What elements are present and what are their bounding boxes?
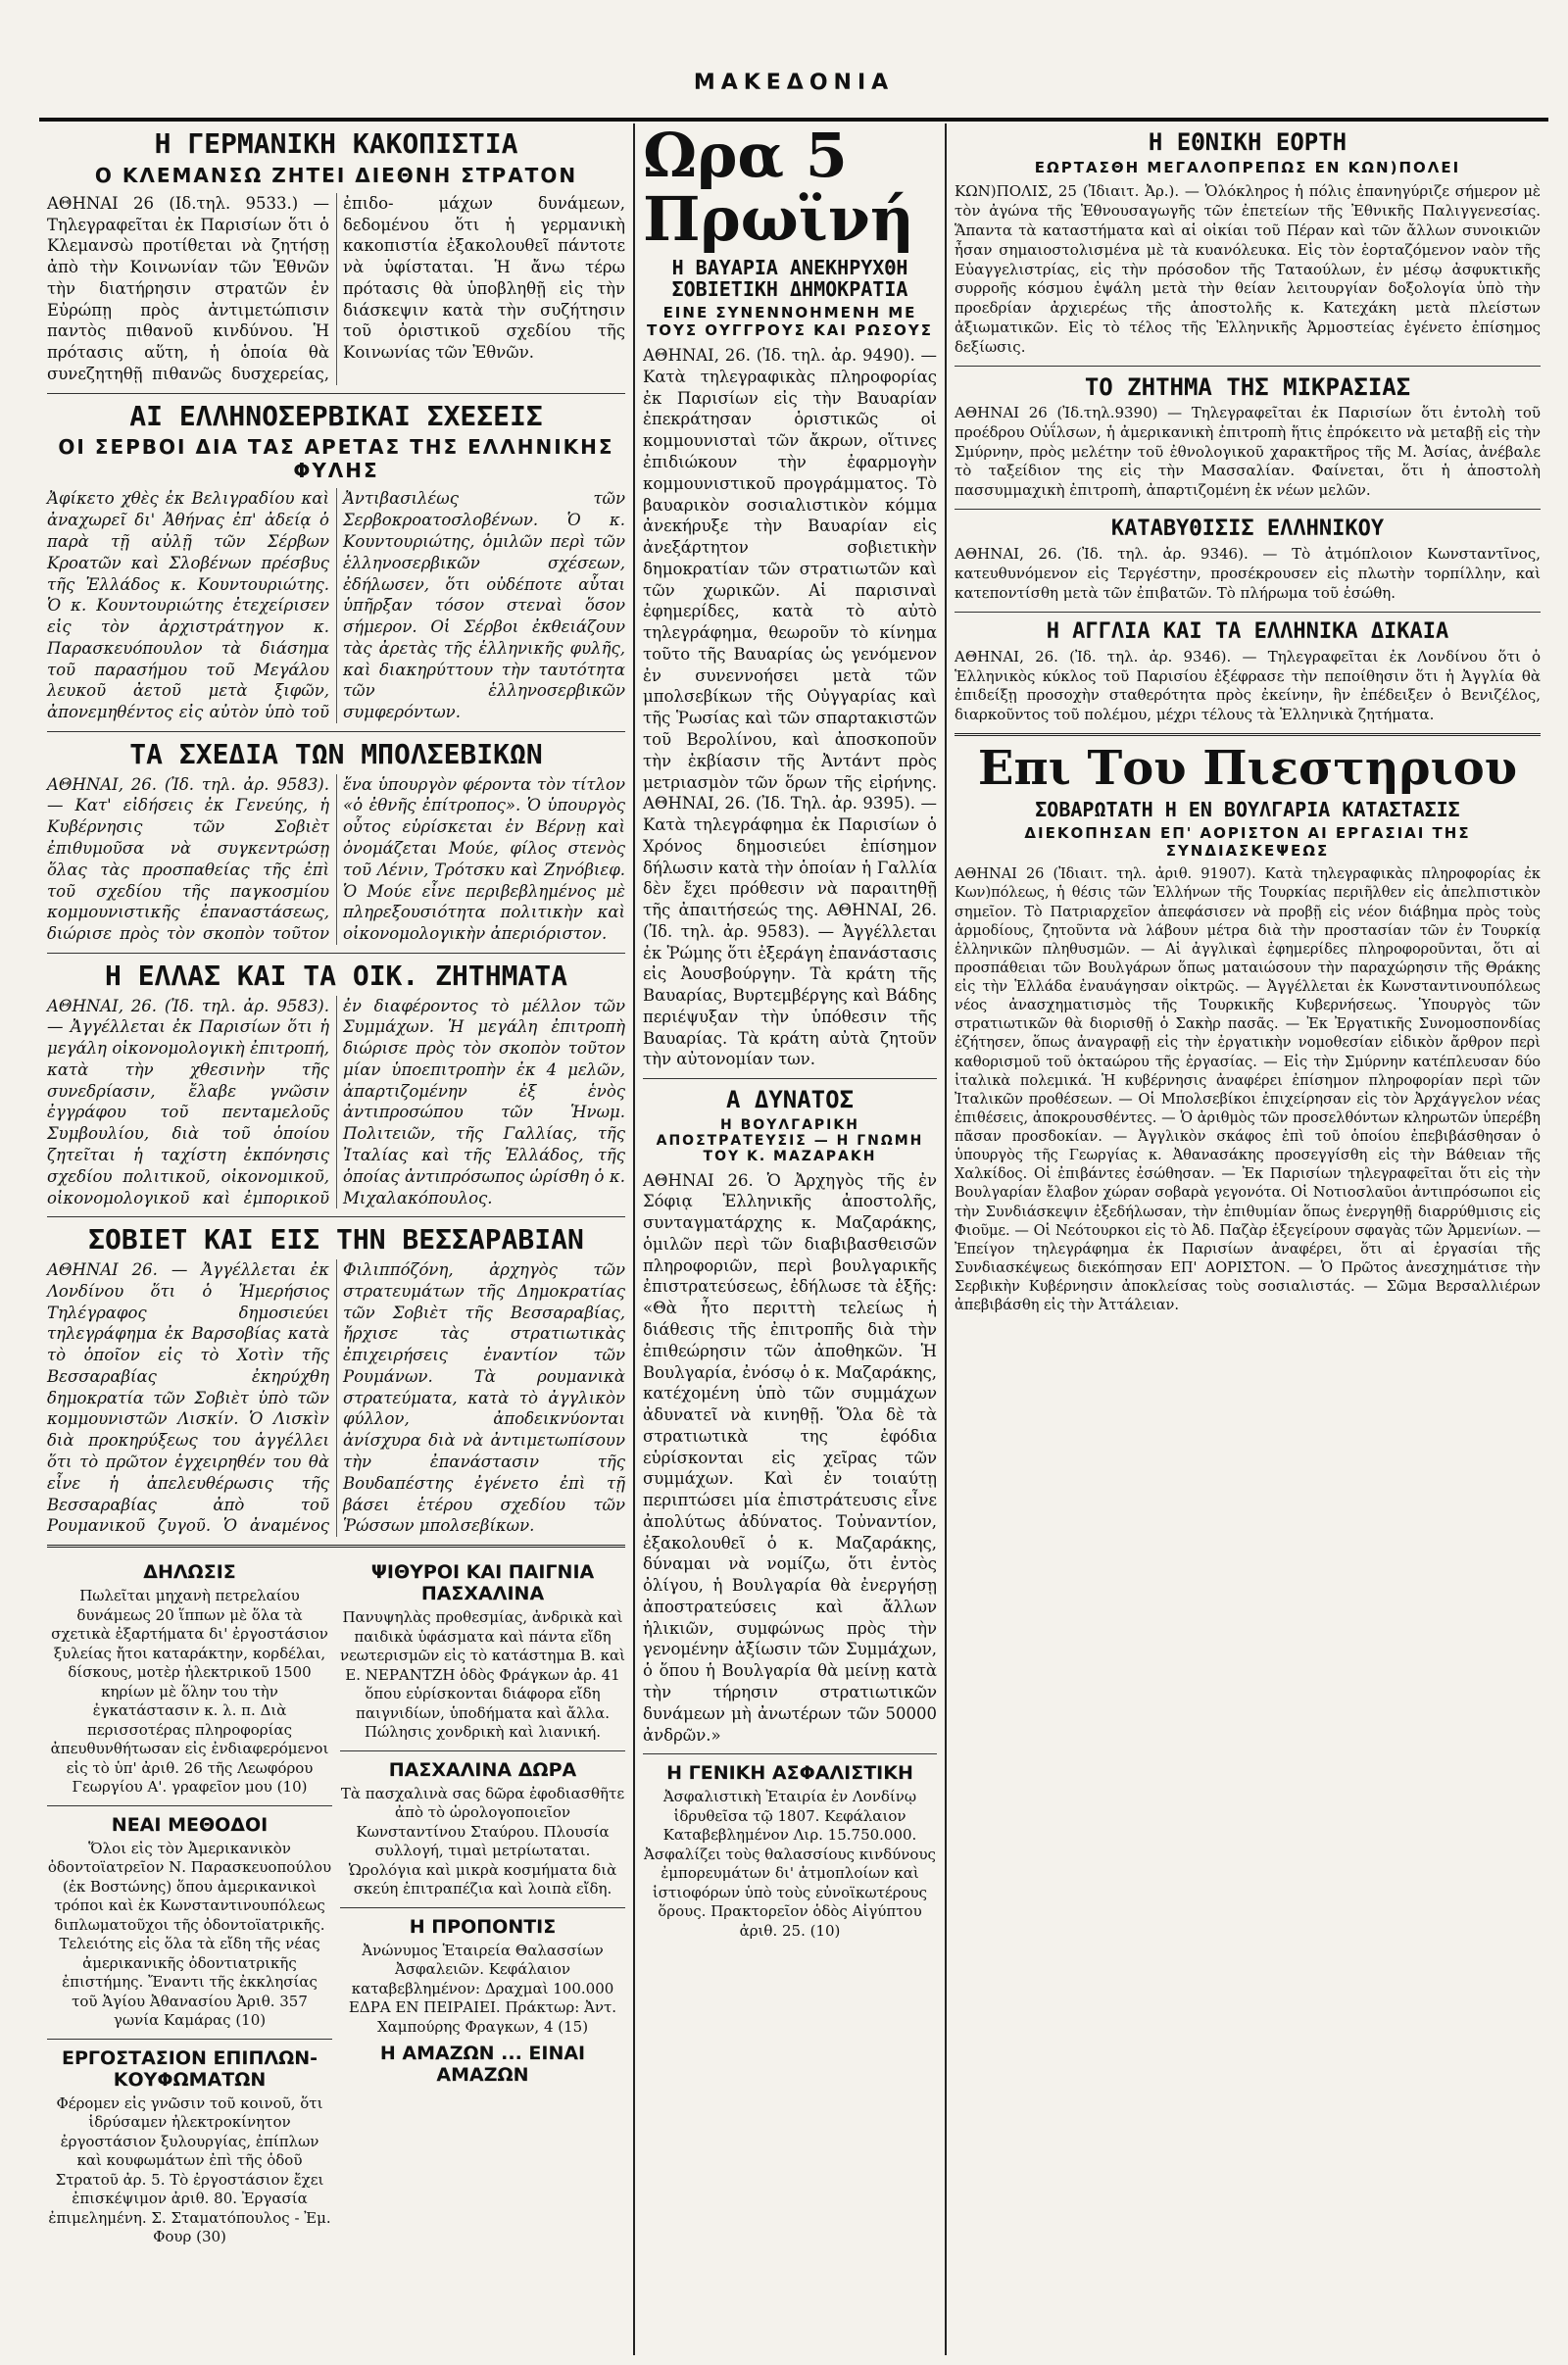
ad-title: ΕΡΓΟΣΤΑΣΙΟΝ ΕΠΙΠΛΩΝ-ΚΟΥΦΩΜΑΤΩΝ <box>61 2046 318 2091</box>
divider <box>47 1805 332 1806</box>
divider <box>340 1750 625 1751</box>
article-body: ΑΘΗΝΑΙ 26. Ὁ Ἀρχηγὸς τῆς ἐν Σόφιᾳ Ἑλληνικῆς ἀποστολῆς, συνταγματάρχης κ. Μαζαράκης, ὁμιλῶν περὶ τῶν διαβιβασθεισῶν πληροφοριῶν, περὶ βουλγαρικῆς ἐπιστρατεύσεως, ἐδήλωσε τὰ ἑξῆς: «Θὰ ἦτο περιττὴ τελείως ἡ διάθεσις τῆς ἐπιτροπῆς διὰ τὴν ἐπιθεώρησιν τῶν ἀποθηκῶν. Ἡ Βουλγαρία, ἐνόσῳ ὁ κ. Μαζαράκης, κατέχομένη ὑπὸ τῶν συμμάχων ἀδυνατεῖ νὰ κινηθῇ. Ὅλα δὲ τὰ στρατιωτικὰ της ἐφόδια εὑρίσκονται εἰς χεῖρας τῶν συμμάχων. Καὶ ἐν τοιαύτῃ περιπτώσει μία ἐπιστράτευσις εἶνε ἀπολύτως ἀδύνατος. Τοὐναντίον, ἐξακολουθεῖ ὁ κ. Μαζαράκης, δύναμαι νὰ νομίζω, ὅτι ἐντὸς ὀλίγου, ἡ Βουλγαρία θὰ ἐνεργήσῃ ἀποστρατεύσεις καὶ ἄλλων ἡλικιῶν, συμφώνως πρὸς τὴν γενομένην ἀξίωσιν τῶν Συμμάχων, ὁ ὅπου ἡ Βουλγαρία θὰ μείνῃ κατὰ τὴν τήρησιν στρατιωτικῶν δυνάμεων μὴ ἀνωτέρων τῶν 50000 ἀνδρῶν.» <box>643 1170 937 1745</box>
ad-body: Πανυψηλὰς προθεσμίας, ἀνδρικὰ καὶ παιδικὰ ὑφάσματα καὶ πάντα εἴδη νεωτερισμῶν εἰς τὸ κατάστημα Β. καὶ Ε. ΝΕΡΑΝΤΖΗ ὁδὸς Φράγκων ἀρ. 41 ὅπου εὑρίσκονται διάφορα εἴδη παιγνιδίων, ὑποδήματα καὶ ἄλλα. Πώλησις χονδρικὴ καὶ λιανική. <box>340 1608 625 1742</box>
ad-title: ΨΙΘΥΡΟΙ ΚΑΙ ΠΑΙΓΝΙΑ ΠΑΣΧΑΛΙΝΑ <box>370 1561 595 1605</box>
ad-title: ΠΑΣΧΑΛΙΝΑ ΔΩΡΑ <box>388 1758 577 1781</box>
divider <box>47 731 625 732</box>
article-subheadline: Η ΒΟΥΛΓΑΡΙΚΗ ΑΠΟΣΤΡΑΤΕΥΣΙΣ — Η ΓΝΩΜΗ ΤΟΥ Κ. ΜΑΖΑΡΑΚΗ <box>656 1116 924 1164</box>
article-subheadline: ΕΙΝΕ ΣΥΝΕΝΝΟΗΜΕΝΗ ΜΕ ΤΟΥΣ ΟΥΓΓΡΟΥΣ ΚΑΙ ΡΩΣΟΥΣ <box>646 304 933 340</box>
ad-title: ΝΕΑΙ ΜΕΘΟΔΟΙ <box>111 1813 269 1836</box>
classifieds-right <box>340 1555 625 2251</box>
divider <box>643 1078 937 1079</box>
column-left <box>39 123 635 2355</box>
article-headline: ΤΑ ΣΧΕΔΙΑ ΤΩΝ ΜΠΟΛΣΕΒΙΚΩΝ <box>129 737 543 770</box>
divider <box>955 612 1541 613</box>
ad-body: Ἀσφαλιστικὴ Ἑταιρία ἐν Λονδίνῳ ἱδρυθεῖσα τῷ 1807. Κεφάλαιον Καταβεβλημένον Λιρ. 15.750.000. Ἀσφαλίζει τοὺς θαλασσίους κινδύνους ἐμπορευμάτων δι' ἀτμοπλοίων καὶ ἱστιοφόρων ὑπὸ τοὺς εὐνοϊκωτέρους ὅρους. Πρακτορεῖον ὁδὸς Αἰγύπτου ἀριθ. 25. (10) <box>644 1788 936 1940</box>
article-body: ΑΘΗΝΑΙ 26 (Ἰδ.τηλ.9390) — Τηλεγραφεῖται ἐκ Παρισίων ὅτι ἐντολὴ τοῦ προέδρου Οὐΐλσων, ἡ ἀμερικανικὴ ἐπιτροπὴ ἥτις ἐπρόκειτο νὰ μεταβῇ εἰς τὴν Σμύρνην, πρὸς μελέτην τοῦ ἐθνολογικοῦ χαρακτῆρος τῆς Μ. Ἀσίας, ἀνέβαλε τὸ ταξείδιον της εἰς τὴν Μασσαλίαν. Φαίνεται, ὅτι ἡ ἀποστολὴ πασσυμμαχικὴ ἐπιτροπὴ, ἀπαρτιζομένη ἐκ νέων μελῶν. <box>955 403 1541 500</box>
article-headline: Α ΔΥΝΑΤΟΣ <box>725 1086 855 1114</box>
article-headline: ΣΟΒΙΕΤ ΚΑΙ ΕΙΣ ΤΗΝ ΒΕΣΣΑΡΑΒΙΑΝ <box>88 1223 584 1256</box>
ad-body: Φέρομεν εἰς γνῶσιν τοῦ κοινοῦ, ὅτι ἱδρύσαμεν ἠλεκτροκίνητον ἐργοστάσιον ξυλουργίας, ἐπίπλων καὶ κουφωμάτων ἐπὶ τῆς ὁδοῦ Στρατοῦ ἀρ. 5. Τὸ ἐργοστάσιον ἔχει ἐπισκέψιμον ἀριθ. 80. Ἐργασία ἐπιμελημένη. Σ. Σταματόπουλος - Ἐμ. Φουρ (30) <box>48 2094 331 2246</box>
masthead <box>39 0 1548 122</box>
article-body: ΑΘΗΝΑΙ 26. — Ἀγγέλλεται ἐκ Λονδίνου ὅτι ὁ Ἡμερήσιος Τηλέγραφος δημοσιεύει τηλεγράφημα ἐκ Βαρσοβίας κατὰ τὸ ὁποῖον εἰς τὸ Χοτὶν τῆς Βεσσαραβίας ἐκηρύχθη δημοκρατία τῶν Σοβιὲτ ὑπὸ τῶν κομμουνιστῶν Λισκίν. Ὁ Λισκὶν διὰ προκηρύξεως του ἀγγέλλει ὅτι τὸ πρῶτον ἐγχειρηθέν του θὰ εἶνε ἡ ἀπελευθέρωσις τῆς Βεσσαραβίας ἀπὸ τοῦ Ρουμανικοῦ ζυγοῦ. Ὁ ἀναμένος Φιλιππόζόνη, ἀρχηγὸς τῶν στρατευμάτων τῆς Δημοκρατίας τῶν Σοβιὲτ τῆς Βεσσαραβίας, ἤρχισε τὰς στρατιωτικὰς ἐπιχειρήσεις ἐναντίον τῶν Ρουμάνων. Τὰ ρουμανικὰ στρατεύματα, κατὰ τὸ ἀγγλικὸν φύλλον, ἀποδεικνύονται ἀνίσχυρα διὰ νὰ ἀντιμετωπίσουν τὴν ἐπανάστασιν τῆς Βουδαπέστης ἐγένετο ἐπὶ τῇ βάσει ἑτέρου σχεδίου τῶν Ῥώσσων μπολσεβίκων. <box>47 1260 625 1536</box>
article-headline: Η ΕΛΛΑΣ ΚΑΙ ΤΑ ΟΙΚ. ΖΗΤΗΜΑΤΑ <box>104 959 567 992</box>
ad-footer-title: Η ΑΜΑΖΩΝ ... ΕΙΝΑΙ ΑΜΑΖΩΝ <box>379 2043 586 2087</box>
article-body: ΚΩΝ)ΠΟΛΙΣ, 25 (Ἰδιαιτ. Ἀρ.). — Ὁλόκληρος ἡ πόλις ἐπανηγύριζε σήμερον μὲ τὸν ἀγώνα τῆς Ἑθνουσαγωγῆς τῶν ἐπετείων τῆς Ἐθνικῆς Παλιγγενεσίας. Ἅπαντα τὰ καταστήματα καὶ αἱ οἰκίαι τοῦ Πέραν καὶ τῶν ἄλλων συνοικιῶν ἦσαν σημαιοστολισμένα μὲ τὰ κυανόλευκα. Εἰς τὸν ἑορταζόμενον ναὸν τῆς Εὐαγγελιστρίας, εἰς τὴν πρόσοδον τῆς Ταταούλων, ἐν μέσῳ ἀσφυκτικῆς συρροῆς κόσμου ἐψάλη μετὰ τὴν θείαν λειτουργίαν δοξολογία ὑπὸ τὴν προεδρίαν ἀρχιερέως τῆς ἀποστολῆς κ. Κατεχάκη μετὰ πλείστων ἀξιωματικῶν. Εἰς τὸ τέλος τῆς Ἑλληνικῆς Ἀρμοστείας ἐγένετο ἐπίσημος δεξίωσις. <box>955 182 1541 356</box>
ad-body: Ἀνώνυμος Ἑταιρεία Θαλασσίων Ἀσφαλειῶν. Κεφάλαιον καταβεβλημένον: Δραχμαὶ 100.000 ΕΔΡΑ ΕΝ ΠΕΙΡΑΙΕΙ. Πράκτωρ: Ἀντ. Χαμπούρης Φραγκων, 4 (15) <box>348 1941 617 2036</box>
column-right <box>947 123 1548 2355</box>
article-headline: Η ΑΓΓΛΙΑ ΚΑΙ ΤΑ ΕΛΛΗΝΙΚΑ ΔΙΚΑΙΑ <box>1046 618 1449 644</box>
article-body: ΑΘΗΝΑΙ, 26. (Ἰδ. τηλ. ἀρ. 9583). — Κατ' εἰδήσεις ἐκ Γενεύης, ἡ Κυβέρνησις τῶν Σοβιὲτ ἐπιθυμοῦσα νὰ συγκεντρώσῃ ὅλας τὰς προσπαθείας τῆς ἐπὶ τοῦ σχεδίου τῆς παγκοσμίου κομμουνιστικῆς ἐπαναστάσεως, διώρισε πρὸς τὸν σκοπὸν τοῦτον ἕνα ὑπουργὸν φέροντα τὸν τίτλον «ὁ ἐθνῆς ἐπίτροπος». Ὁ ὑπουργὸς οὗτος εὑρίσκεται ἐν Βέρνῃ καὶ ὀνομάζεται Μούε, φίλος στενὸς τοῦ Λένιν, Τρότσκυ καὶ Ζηνόβιεφ. Ὁ Μούε εἶνε περιβεβλημένος μὲ πληρεξουσιότητα πολιτικὴν καὶ οἰκονομολογικὴν ἀπεριόριστον. <box>47 774 625 944</box>
article-body: ΑΘΗΝΑΙ 26 (Ιδ.τηλ. 9533.) — Τηλεγραφεῖται ἐκ Παρισίων ὅτι ὁ Κλεμανσὼ προτίθεται νὰ ζητήσῃ ἀπὸ τὴν Κοινωνίαν τῶν Ἐθνῶν τὴν διατήρησιν στρατῶν ἐν Εὐρώπῃ πρὸς ἀντιμετώπισιν παντὸς πιθανοῦ κινδύνου. Ἡ πρότασις αὕτη, ἡ ὁποία θὰ συνεζητηθῇ πιθανῶς δυσχερείας, ἐπιδο- μάχων δυνάμεων, δεδομένου ὅτι ἡ γερμανικὴ κακοπιστία ἐξακολουθεῖ πάντοτε νὰ ὑφίσταται. Ἡ ἄνω τέρω πρότασις θὰ ὑποβληθῇ εἰς τὴν διάσκεψιν κατὰ τὴν συζήτησιν τοῦ ὀριστικοῦ σχεδίου τῆς Κοινωνίας τῶν Ἐθνῶν. <box>47 193 625 383</box>
article-headline: ΑΙ ΕΛΛΗΝΟΣΕΡΒΙΚΑΙ ΣΧΕΣΕΙΣ <box>129 399 543 432</box>
divider <box>955 509 1541 510</box>
classifieds-left <box>47 1555 332 2251</box>
divider <box>643 1753 937 1754</box>
article-headline: ΣΟΒΑΡΩΤΑΤΗ Η ΕΝ ΒΟΥΛΓΑΡΙΑ ΚΑΤΑΣΤΑΣΙΣ <box>1035 798 1460 822</box>
divider <box>955 366 1541 367</box>
article-body: Ἀφίκετο χθὲς ἐκ Βελιγραδίου καὶ ἀναχωρεῖ δι' Ἀθήνας ἐπ' ἀδείᾳ ὁ παρὰ τῇ αὐλῇ τῶν Σέρβων Κροατῶν καὶ Σλοβένων πρέσβυς τῆς Ἑλλάδος κ. Κουντουριώτης. Ὁ κ. Κουντουριώτης ἐτεχείρισεν εἰς τὸν ἀρχιστράτηγον κ. Παρασκευόπουλον τὰ διάσημα τοῦ παρασήμου τοῦ Μεγάλου λευκοῦ ἀετοῦ μετὰ ξιφῶν, ἀπονεμηθέντος εἰς αὐτὸν ὑπὸ τοῦ Ἀντιβασιλέως τῶν Σερβοκροατοσλοβένων. Ὁ κ. Κουντουριώτης, ὁμιλῶν περὶ τῶν ἑλληνοσερβικῶν σχέσεων, ἐδήλωσεν, ὅτι οὐδέποτε αὗται ὑπῆρξαν τόσον στεναὶ ὅσον σήμερον. Οἱ Σέρβοι ἐκθειάζουν τὰς ἀρετὰς τῆς ἑλληνικῆς φυλῆς, καὶ διακηρύττουν τὴν ταυτότητα τῶν ἑλληνοσερβικῶν συμφερόντων. <box>47 489 625 722</box>
article-body: ΑΘΗΝΑΙ 26 (Ἰδιαιτ. τηλ. ἀριθ. 91907). Κατὰ τηλεγραφικὰς πληροφορίας ἐκ Κων)πόλεως, ἡ θέσις τῶν Ἑλλήνων τῆς Τουρκίας περιῆλθεν εἰς ἀπελπιστικὸν σημεῖον. Τὸ Πατριαρχεῖον ἀπεφάσισεν νὰ προβῇ εἰς νέον διάβημα πρὸς τοὺς ἁρμοδίους, ζητοῦντα νὰ λάβουν μέτρα διὰ τὴν προστασίαν τῶν ἐν Τουρκίᾳ ἑλληνικῶν πληθυσμῶν. — Αἱ ἀγγλικαὶ ἐφημερίδες πληροφοροῦνται, ὅτι αἱ προσπάθειαι τῶν Βουλγάρων ὅπως ματαιώσουν τὴν παραχώρησιν τῆς Θράκης εἰς τὴν Ἑλλάδα ἐναυάγησαν οἰκτρῶς. — Ἀγγέλλεται ἐκ Κωνσταντινουπόλεως νέος ἀνασχηματισμὸς τῆς Τουρκικῆς Κυβερνήσεως. Ὑπουργὸς τῶν στρατιωτικῶν θὰ διορισθῇ ὁ Σακὴρ πασᾶς. — Ἐκ Ἐργατικῆς Συνομοσπονδίας ἐζήτησεν, ὅπως ἀναγραφῇ εἰς τὴν ἐργατικὴν νομοθεσίαν εἰδικὸν ἄρθρον περὶ καθορισμοῦ τοῦ ὀκταώρου τῆς ἐργασίας. — Εἰς τὴν Σμύρνην κατέπλευσαν δύο ἰταλικὰ πολεμικά. Ἡ κυβέρνησις ἀναφέρει ἐπίσημον πληροφορίαν περὶ τῶν Ἰταλικῶν προθέσεων. — Οἱ Μπολσεβίκοι ἐπιχείρησαν εἰς τὸν Ἀρχάγγελον νέας ἐπιθέσεις, ἀποκρουσθέντες. — Ὁ ἀριθμὸς τῶν προσελθόντων κληρωτῶν ὑπερέβη πᾶσαν προσδοκίαν. — Ἀγγλικὸν σκάφος ἐπὶ τοῦ ὁποίου ἐπεβιβάσθησαν ὁ ὑπουργὸς τῆς Γεωργίας κ. Ἀθανασάκης προσεγγίσθη εἰς τὴν Βάθειαν τῆς Χαλκίδος. Οἱ ἐπιβάντες ἐσώθησαν. — Ἐκ Παρισίων τηλεγραφεῖται ὅτι εἰς τὴν Βουλγαρίαν ἔλαβον χώραν σοβαρὰ γεγονότα. Οἱ Νοτιοσλαῦοι ἀντιπρόσωποι εἰς τὴν Συνδιάσκεψιν ἐξεδήλωσαν, τὴν ἐπιθυμίαν ὅπως ἐνεργηθῇ διαρρύθμισις εἰς Φιοῦμε. — Οἱ Νεότουρκοι εἰς τὸ Ἀδ. Παζὰρ ἐξεγείρουν σφαγὰς τῶν Ἀρμενίων. — Ἐπείγον τηλεγράφημα ἐκ Παρισίων ἀναφέρει, ὅτι αἱ ἐργασίαι τῆς Συνδιασκέψεως διεκόπησαν ΕΠ' ΑΟΡΙΣΤΟΝ. — Ὁ Πρῶτος ἀνεσχημάτισε τὴν Σερβικὴν Κυβέρνησιν ἀποκλείσας τοὺς σοσιαλιστάς. — Σῶμα Βερσαλλιέρων ἀπεβιβάσθη εἰς τὴν Ἀττάλειαν. <box>955 866 1541 1314</box>
article-headline: Η ΓΕΡΜΑΝΙΚΗ ΚΑΚΟΠΙΣΤΙΑ <box>154 127 518 160</box>
article-headline: ΚΑΤΑΒΥΘΙΣΙΣ ΕΛΛΗΝΙΚΟΥ <box>1110 516 1385 541</box>
article-subheadline: ΔΙΕΚΟΠΗΣΑΝ ΕΠ' ΑΟΡΙΣΤΟΝ ΑΙ ΕΡΓΑΣΙΑΙ ΤΗΣ ΣΥΝΔΙΑΣΚΕΨΕΩΣ <box>1024 824 1471 861</box>
article-subheadline: ΟΙ ΣΕΡΒΟΙ ΔΙΑ ΤΑΣ ΑΡΕΤΑΣ ΤΗΣ ΕΛΛΗΝΙΚΗΣ ΦΥΛΗΣ <box>58 435 614 483</box>
article-body: ΑΘΗΝΑΙ, 26. (Ἰδ. τηλ. ἀρ. 9583). — Ἀγγέλλεται ἐκ Παρισίων ὅτι ἡ μεγάλη οἰκονομολογικὴ ἐπιτροπή, κατὰ τὴν χθεσινὴν τῆς συνεδρίασιν, ἔλαβε γνῶσιν ἐγγράφου τοῦ πενταμελοῦς Συμβουλίου, διὰ τοῦ ὁποίου ζητεῖται ἡ ταχίστη ἐκπόνησις σχεδίου πολιτικοῦ, οἰκονομικοῦ, οἰκονομολογικοῦ καὶ ἐμπορικοῦ ἐν διαφέροντος τὸ μέλλον τῶν Συμμάχων. Ἡ μεγάλη ἐπιτροπὴ διώρισε πρὸς τὸν σκοπὸν τοῦτον μίαν ὑποεπιτροπὴν ἐκ 4 μελῶν, ἀπαρτιζομένην ἐξ ἑνὸς ἀντιπροσώπου τῶν Ἡνωμ. Πολιτειῶν, τῆς Γαλλίας, τῆς Ἰταλίας καὶ τῆς Ἑλλάδος, τῆς ὁποίας ἀντιπρόσωπος ὡρίσθη ὁ κ. Μιχαλακόπουλος. <box>47 996 625 1207</box>
ad-body: Πωλεῖται μηχανὴ πετρελαίου δυνάμεως 20 ἵππων μὲ ὅλα τὰ σχετικὰ ἐξαρτήματα δι' ἐργοστάσιον ξυλείας ἤτοι καταράκτην, κορδέλαι, δίσκους, μοτὲρ ἠλεκτρικοῦ 1500 κηρίων μὲ ὅλην του τὴν ἐγκατάστασιν κ. λ. π. Διὰ περισσοτέρας πληροφορίας ἀπευθυνθήτωσαν εἰς ἐνδιαφερόμενοι εἰς τὸ ὑπ' ἀριθ. 26 τῆς Λεωφόρου Γεωργίου Α'. γραφεῖον μου (10) <box>50 1587 329 1797</box>
ad-title: ΔΗΛΩΣΙΣ <box>143 1561 236 1584</box>
ad-body: Τὰ πασχαλινὰ σας δῶρα ἐφοδιασθῆτε ἀπὸ τὸ ὡρολογοποιεῖον Κωνσταντίνου Σταύρου. Πλουσία συλλογή, τιμαὶ μετρίωταται. Ὡρολόγια καὶ μικρὰ κοσμήματα διὰ σκεύη ἐπιτραπέζια καὶ λοιπὰ εἴδη. <box>340 1784 625 1898</box>
article-headline: Η ΕΘΝΙΚΗ ΕΟΡΤΗ <box>1148 128 1348 156</box>
press-banner: Επι Του Πιεστηριου <box>977 740 1518 796</box>
article-headline: Η ΒΑΥΑΡΙΑ ΑΝΕΚΗΡΥΧΘΗ ΣΟΒΙΕΤΙΚΗ ΔΗΜΟΚΡΑΤΙΑ <box>671 256 908 302</box>
divider <box>47 1216 625 1217</box>
column-middle <box>635 123 947 2355</box>
article-body: ΑΘΗΝΑΙ, 26. (Ἰδ. τηλ. ἀρ. 9346). — Τηλεγραφεῖται ἐκ Λονδίνου ὅτι ὁ Ἑλληνικὸς κύκλος τοῦ Παρισίου ἐξέφρασε τὴν πεποίθησιν ὅτι ἡ Ἀγγλία θὰ ἐπιδείξῃ προσοχὴν σταθερότητα πρὸς ἐκείνην, ἣν ἐπέδειξεν ὁ Βενιζέλος, διαρκοῦντος τοῦ πολέμου, μέχρι τέλους τὰ Ἑλληνικὰ ζητήματα. <box>955 647 1541 724</box>
article-body: ΑΘΗΝΑΙ, 26. (Ἰδ. τηλ. ἀρ. 9346). — Τὸ ἀτμόπλοιον Κωνσταντῖνος, κατευθυνόμενον εἰς Τεργέστην, προσέκρουσεν εἰς πλωτὴν τορπίλλην, καὶ κατεποντίσθη μετὰ τῶν ἐπιβατῶν. Τὸ πλήρωμα τοῦ ἐσώθη. <box>955 545 1541 602</box>
ad-title: Η ΠΡΟΠΟΝΤΙΣ <box>409 1915 557 1938</box>
divider <box>47 2039 332 2040</box>
article-subheadline: Ο ΚΛΕΜΑΝΣΩ ΖΗΤΕΙ ΔΙΕΘΝΗ ΣΤΡΑΤΟΝ <box>94 163 578 187</box>
divider <box>340 1907 625 1908</box>
article-subheadline: ΕΩΡΤΑΣΘΗ ΜΕΓΑΛΟΠΡΕΠΩΣ ΕΝ ΚΩΝ)ΠΟΛΕΙ <box>1034 159 1461 177</box>
divider <box>47 953 625 954</box>
divider <box>955 733 1541 736</box>
classifieds <box>47 1555 625 2251</box>
divider <box>47 1545 625 1548</box>
ad-body: Ὅλοι εἰς τὸν Ἀμερικανικὸν ὀδοντοϊατρεῖον Ν. Παρασκευοπούλου (ἐκ Βοστώνης) ὅπου ἀμερικανικοὶ τρόποι καὶ ἐκ Κωνσταντινουπόλεως διπλωματοῦχοι τῆς ὀδοντοϊατρικῆς. Τελειότης εἰς ὅλα τὰ εἴδη τῆς νέας ἀμερικανικῆς ὀδοντιατρικῆς ἐπιστήμης. Ἔναντι τῆς ἐκκλησίας τοῦ Ἁγίου Ἀθανασίου Ἀριθ. 357 γωνία Καμάρας (10) <box>47 1839 332 2030</box>
article-headline: ΤΟ ΖΗΤΗΜΑ ΤΗΣ ΜΙΚΡΑΣΙΑΣ <box>1084 372 1411 401</box>
article-body: ΑΘΗΝΑΙ, 26. (Ἰδ. τηλ. ἀρ. 9490). — Κατὰ τηλεγραφικὰς πληροφορίας ἐκ Παρισίων εἰς τὴν Βαυαρίαν ἐπεκράτησαν ὁριστικῶς οἱ κομμουνισταὶ τῶν ἄκρων, οἵτινες ἐπιδιώκουν τὴν ἐφαρμογὴν κομμουνιστικοῦ προγράμματος. Τὸ βαυαρικὸν σοσιαλιστικὸν κόμμα ἀνεκήρυξε τὴν Βαυαρίαν εἰς ἀνεξάρτητον σοβιετικὴν δημοκρατίαν τῶν στρατιωτῶν καὶ τῶν χωρικῶν. Αἱ παρισιναὶ ἐφημερίδες, κατὰ τὸ αὐτὸ τηλεγράφημα, θεωροῦν τὸ κίνημα τοῦτο τῆς Βαυαρίας ὡς γενόμενον ἐν συνεννοήσει μετὰ τῶν μπολσεβίκων τῆς Οὐγγαρίας καὶ τῆς Ῥωσίας καὶ τῶν σπαρτακιστῶν τοῦ Βερολίνου, καὶ ἀποσκοποῦν τὴν ἐκβίασιν τῆς Ἀντάντ πρὸς μετριασμὸν τῶν ὅρων τῆς εἰρήνης. ΑΘΗΝΑΙ, 26. (Ἰδ. Τηλ. ἀρ. 9395). — Κατὰ τηλεγράφημα ἐκ Παρισίων ὁ Χρόνος δημοσιεύει ἐπίσημον δήλωσιν κατὰ τὴν ὁποίαν ἡ Γαλλία δὲν ἔχει πρόθεσιν νὰ παραιτηθῇ τῆς ἀπαιτήσεώς της. ΑΘΗΝΑΙ, 26. (Ἰδ. τηλ. ἀρ. 9583). — Ἀγγέλλεται ἐκ Ῥώμης ὅτι ἐξεράγη ἐπανάστασις εἰς Ἀουσβούργην. Τὰ κράτη τῆς Βαυαρίας, Βυρτεμβέργης καὶ Βάδης περιέψυξαν τὴν ὑπόθεσιν τῆς Βαυαρίας. Τὰ κράτη αὐτὰ ζητοῦν τὴν αὐτονομίαν των. <box>643 346 937 1069</box>
ad-title: Η ΓΕΝΙΚΗ ΑΣΦΑΛΙΣΤΙΚΗ <box>666 1762 913 1785</box>
late-news-banner: Ωρα 5 Πρωϊνή <box>643 123 914 256</box>
divider <box>47 393 625 394</box>
newspaper-name: ΜΑΚΕΔΟΝΙΑ <box>693 71 895 95</box>
